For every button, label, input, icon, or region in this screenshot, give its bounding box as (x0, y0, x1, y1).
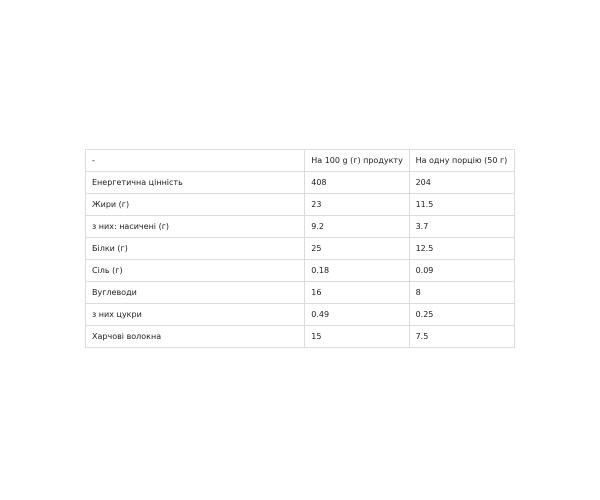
nutrient-name-cell: з них цукри (86, 304, 305, 326)
nutrient-name-cell: Харчові волокна (86, 326, 305, 348)
per-100-value-cell: 25 (305, 238, 409, 260)
per-portion-value-cell: 3.7 (409, 216, 514, 238)
table-row (86, 172, 515, 194)
header-cell-per-portion: На одну порцію (50 г) (409, 150, 514, 172)
per-100-value-cell: 0.49 (305, 304, 409, 326)
nutrient-name-cell: Енергетична цінність (86, 172, 305, 194)
per-portion-value-cell: 0.25 (409, 304, 514, 326)
table-row (86, 260, 515, 282)
per-portion-value-cell: 204 (409, 172, 514, 194)
per-100-value-cell: 23 (305, 194, 409, 216)
nutrient-name-cell: Вуглеводи (86, 282, 305, 304)
per-portion-value-cell: 0.09 (409, 260, 514, 282)
table-row (86, 282, 515, 304)
per-100-value-cell: 408 (305, 172, 409, 194)
per-portion-value-cell: 12.5 (409, 238, 514, 260)
nutrition-table (85, 149, 515, 348)
nutrient-name-cell: Білки (г) (86, 238, 305, 260)
per-100-value-cell: 0.18 (305, 260, 409, 282)
nutrient-name-cell: Сіль (г) (86, 260, 305, 282)
table-row (86, 238, 515, 260)
header-cell-per-100: На 100 g (г) продукту (305, 150, 409, 172)
nutrient-name-cell: з них: насичені (г) (86, 216, 305, 238)
per-100-value-cell: 16 (305, 282, 409, 304)
per-100-value-cell: 15 (305, 326, 409, 348)
table-row (86, 216, 515, 238)
table-header-row (86, 150, 515, 172)
per-portion-value-cell: 7.5 (409, 326, 514, 348)
table-row (86, 304, 515, 326)
table-row (86, 194, 515, 216)
header-cell-name: - (86, 150, 305, 172)
nutrient-name-cell: Жири (г) (86, 194, 305, 216)
per-portion-value-cell: 8 (409, 282, 514, 304)
table-row (86, 326, 515, 348)
per-100-value-cell: 9.2 (305, 216, 409, 238)
per-portion-value-cell: 11.5 (409, 194, 514, 216)
